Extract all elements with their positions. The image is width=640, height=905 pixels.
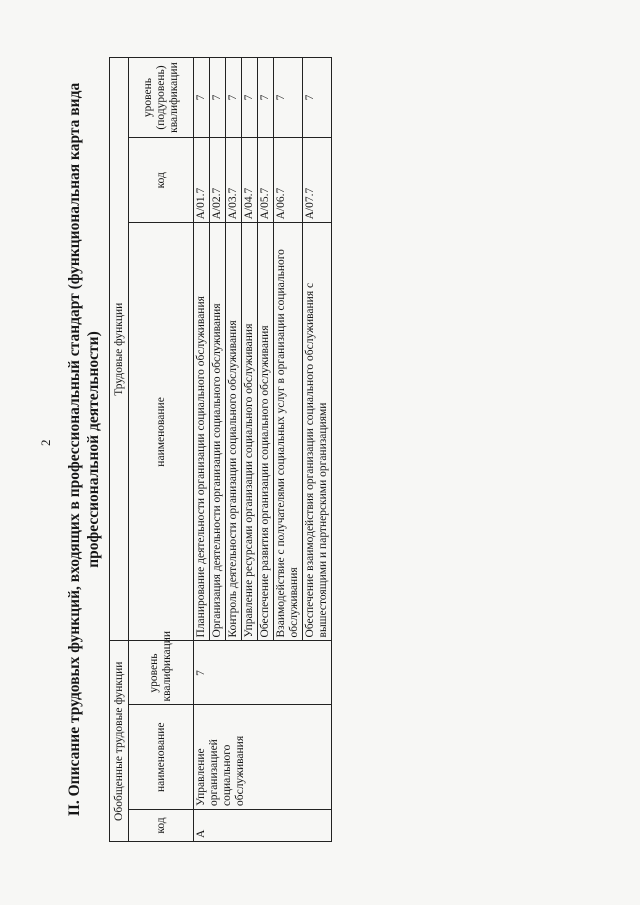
function-code: A/04.7 [242,138,258,223]
function-name: Планирование деятельности организации социального обслуживания [194,223,210,641]
header-generalized-functions: Обобщенные трудовые функции [110,641,129,842]
header-qualification-level: уровень квалификации [129,641,194,705]
generalized-name: Управление организацией социального обслуживания [194,705,332,810]
generalized-level: 7 [194,641,332,705]
header-labor-functions: Трудовые функции [110,58,129,641]
function-name: Обеспечение взаимодействия организации социального обслуживания с вышестоящими и партнерскими организациями [303,223,332,641]
function-level: 7 [226,58,242,138]
function-name: Обеспечение развития организации социального обслуживания [258,223,274,641]
table-row [194,58,210,842]
rotated-content [65,57,400,842]
function-name: Управление ресурсами организации социального обслуживания [242,223,258,641]
function-code: A/07.7 [303,138,332,223]
function-code: A/03.7 [226,138,242,223]
section-title: II. Описание трудовых функций, входящих в профессиональный стандарт (функциональная карта вида профессиональной деятельности) [66,82,102,817]
function-level: 7 [258,58,274,138]
function-code: A/01.7 [194,138,210,223]
page-number: 2 [38,439,53,446]
function-code: A/02.7 [210,138,226,223]
functional-map-table [109,57,332,842]
header-name: наименование [129,705,194,810]
header-sublevel: уровень (подуровень) квалификации [129,58,194,138]
function-level: 7 [274,58,303,138]
header-code: код [129,810,194,842]
function-level: 7 [194,58,210,138]
function-name: Контроль деятельности организации социального обслуживания [226,223,242,641]
function-code: A/06.7 [274,138,303,223]
header-function-name: наименование [129,223,194,641]
function-level: 7 [303,58,332,138]
function-level: 7 [242,58,258,138]
function-code: A/05.7 [258,138,274,223]
function-name: Организация деятельности организации социального обслуживания [210,223,226,641]
function-level: 7 [210,58,226,138]
function-name: Взаимодействие с получателями социальных услуг в организации социального обслуживания [274,223,303,641]
header-function-code: код [129,138,194,223]
generalized-code: A [194,810,332,842]
